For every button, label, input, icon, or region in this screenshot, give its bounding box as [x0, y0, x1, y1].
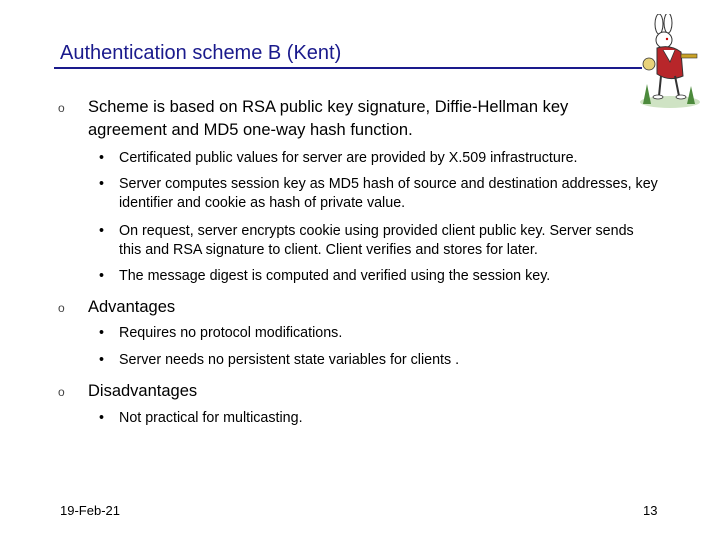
sub-bullet-marker: •	[99, 325, 105, 341]
bullet-point	[58, 380, 648, 403]
sub-bullet-text: The message digest is computed and verified using the session key.	[119, 268, 551, 284]
bullet-text: Advantages	[88, 298, 176, 316]
sub-bullet-text: Certificated public values for server are provided by X.509 infrastructure.	[119, 150, 578, 166]
sub-bullet	[99, 324, 659, 343]
sub-bullet-text: Server computes session key as MD5 hash of source and destination addresses, key identifier and cookie as hash of private value.	[119, 176, 658, 211]
bullet-text: Scheme is based on RSA public key signature, Diffie-Hellman key agreement and MD5 one-way hash function.	[88, 98, 569, 139]
sub-bullet-text: Server needs no persistent state variables for clients .	[119, 352, 460, 368]
sub-bullet-marker: •	[99, 410, 105, 426]
sub-bullet-marker: •	[99, 268, 105, 284]
sub-bullet-text: On request, server encrypts cookie using provided client public key. Server sends this and RSA signature to client. Client verifies and stores for later.	[119, 223, 634, 258]
sub-bullet-marker: •	[99, 150, 105, 166]
sub-bullet	[99, 409, 659, 428]
footer-date: 19-Feb-21	[60, 503, 120, 518]
sub-bullet	[99, 351, 659, 370]
sub-bullet-text: Requires no protocol modifications.	[119, 325, 343, 341]
sub-bullet-marker: •	[99, 352, 105, 368]
sub-bullet	[99, 175, 659, 213]
sub-bullet-marker: •	[99, 223, 105, 239]
bullet-text: Disadvantages	[88, 382, 198, 400]
bullet-point	[58, 96, 648, 142]
sub-bullet	[99, 149, 659, 168]
slide-title: Authentication scheme B (Kent)	[60, 42, 342, 64]
sub-bullet-text: Not practical for multicasting.	[119, 410, 303, 426]
title-underline	[54, 67, 642, 69]
sub-bullet-marker: •	[99, 176, 105, 192]
sub-bullet	[99, 222, 659, 260]
bullet-point	[58, 296, 648, 319]
bullet-marker: o	[58, 385, 65, 399]
sub-bullet	[99, 267, 659, 286]
bullet-marker: o	[58, 301, 65, 315]
bullet-marker: o	[58, 101, 65, 115]
page-number: 13	[643, 503, 658, 518]
